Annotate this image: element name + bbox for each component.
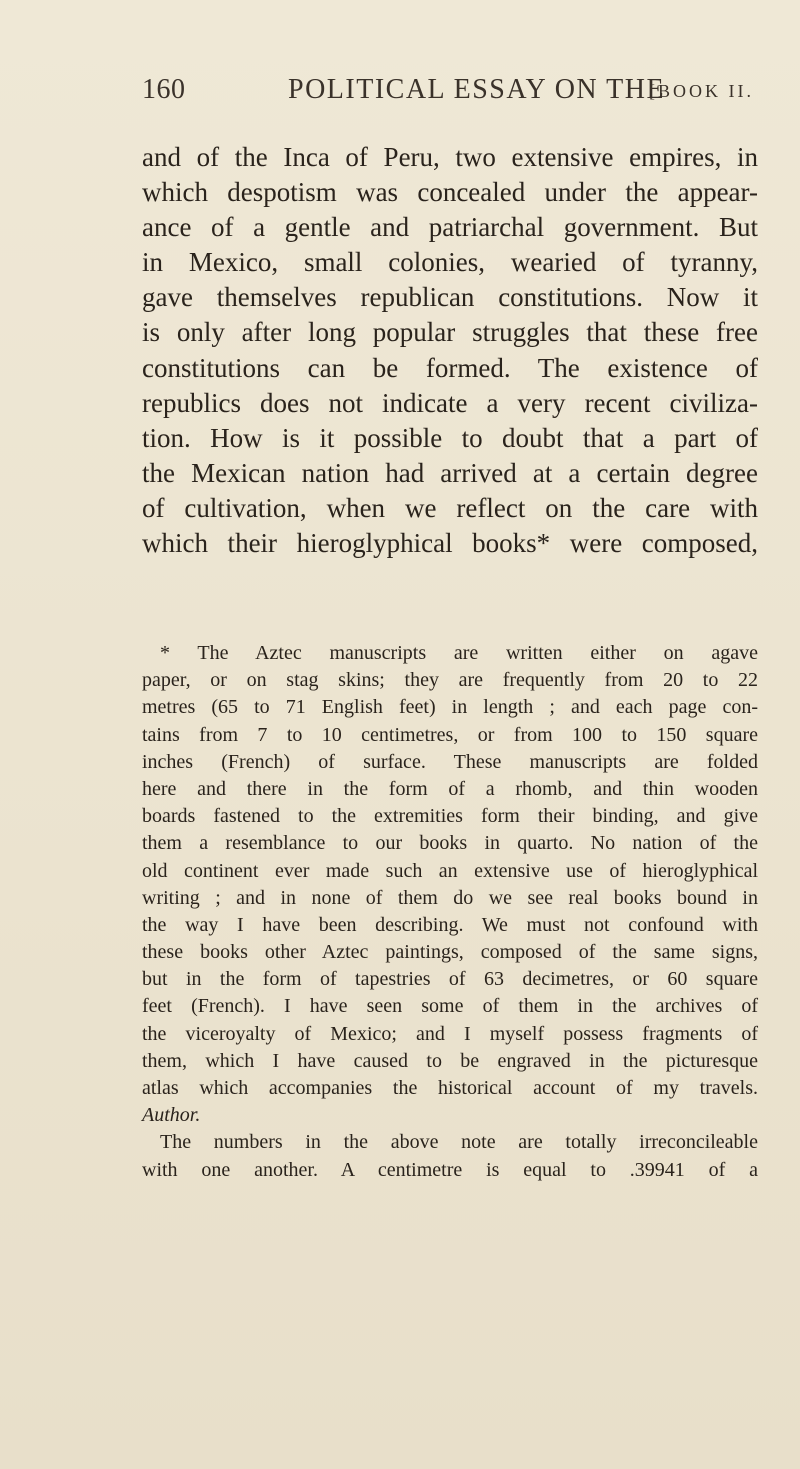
main-text-line: the Mexican nation had arrived at a certain degree — [142, 457, 758, 488]
footnote-line: them, which I have caused to be engraved in the picturesque — [142, 1049, 758, 1072]
book-label: [BOOK II. — [649, 81, 754, 101]
main-text-line: and of the Inca of Peru, two extensive empires, in — [142, 142, 758, 172]
main-text-line: in Mexico, small colonies, wearied of tyranny, — [142, 247, 758, 278]
main-text-line: ance of a gentle and patriarchal government. But — [142, 212, 758, 243]
running-title: POLITICAL ESSAY ON THE — [288, 74, 666, 105]
footnote-line: The numbers in the above note are totally irreconcileable — [160, 1131, 758, 1154]
footnote-line: them a resemblance to our books in quarto. No nation of the — [142, 832, 758, 855]
footnote-line: here and there in the form of a rhomb, and thin wooden — [142, 777, 758, 800]
main-text-line: is only after long popular struggles that these free — [142, 317, 758, 348]
footnote-line: writing ; and in none of them do we see real books bound in — [142, 886, 758, 909]
footnote-line: inches (French) of surface. These manuscripts are folded — [142, 750, 758, 773]
footnote-line: * The Aztec manuscripts are written either on agave — [160, 642, 758, 664]
footnote-author-signature: Author. — [142, 1104, 201, 1127]
page-number: 160 — [142, 74, 186, 105]
footnote-line: tains from 7 to 10 centimetres, or from 100 to 150 square — [142, 723, 758, 746]
main-text-line: republics does not indicate a very recent civiliza- — [142, 387, 758, 418]
footnote-line: atlas which accompanies the historical account of my travels. — [142, 1077, 758, 1099]
running-head — [142, 74, 762, 114]
main-text-line: constitutions can be formed. The existence of — [142, 352, 758, 383]
main-text-line: gave themselves republican constitutions. Now it — [142, 282, 758, 313]
footnote-line: boards fastened to the extremities form their binding, and give — [142, 805, 758, 828]
footnote-line: the viceroyalty of Mexico; and I myself possess fragments of — [142, 1022, 758, 1045]
main-text-line: which their hieroglyphical books* were composed, — [142, 528, 758, 559]
main-text-line: which despotism was concealed under the appear- — [142, 177, 758, 208]
footnote-line: with one another. A centimetre is equal to .39941 of a — [142, 1158, 758, 1181]
main-paragraph — [142, 140, 758, 561]
footnote-line: the way I have been describing. We must not confound with — [142, 913, 758, 936]
main-text-line: tion. How is it possible to doubt that a part of — [142, 422, 758, 453]
footnote-line: metres (65 to 71 English feet) in length ; and each page con- — [142, 696, 758, 719]
footnote-line: old continent ever made such an extensive use of hieroglyphical — [142, 859, 758, 882]
main-text-line: of cultivation, when we reflect on the care with — [142, 492, 758, 523]
footnote-line: these books other Aztec paintings, composed of the same signs, — [142, 941, 758, 964]
footnote-line: but in the form of tapestries of 63 decimetres, or 60 square — [142, 968, 758, 991]
footnote — [142, 640, 758, 1184]
footnote-line: paper, or on stag skins; they are frequently from 20 to 22 — [142, 669, 758, 692]
footnote-line: feet (French). I have seen some of them in the archives of — [142, 995, 758, 1018]
